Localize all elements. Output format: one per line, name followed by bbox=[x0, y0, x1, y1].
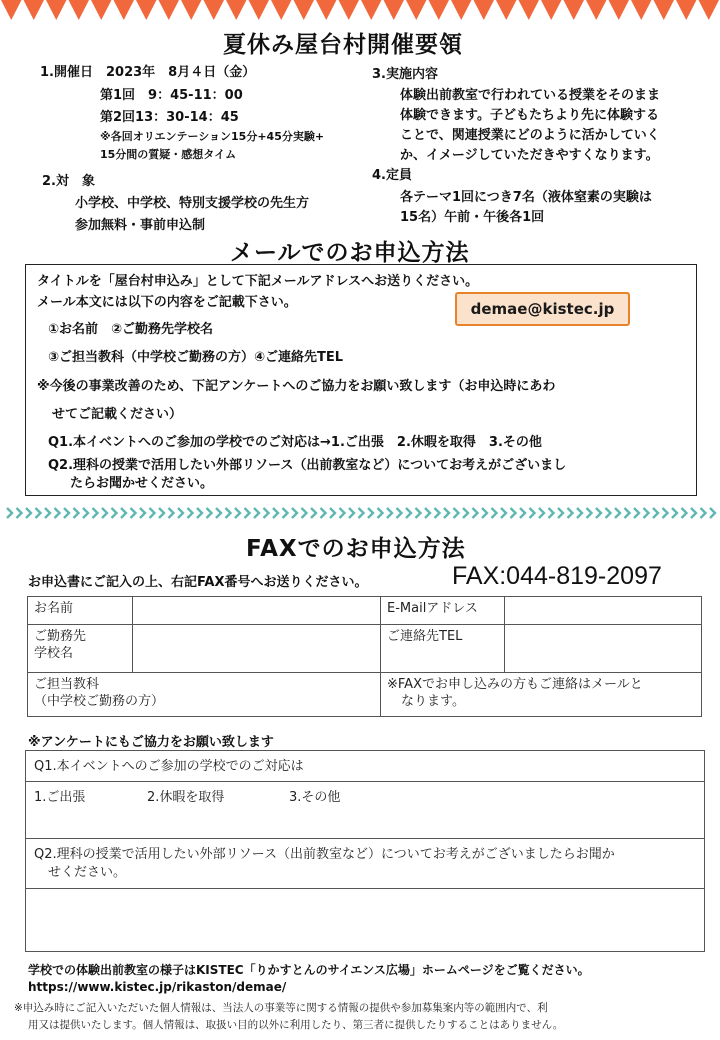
content-line-2: 体験できます。子どもたちより先に体験する bbox=[400, 108, 659, 123]
divider-chevron bbox=[64, 508, 69, 518]
banner-triangle bbox=[609, 0, 630, 20]
divider-chevron bbox=[311, 508, 316, 518]
divider-chevron bbox=[473, 508, 478, 518]
subject-label-1: ご担当教科 bbox=[34, 677, 100, 692]
fax-note-1: ※FAXでお申し込みの方もご連絡はメールと bbox=[387, 677, 643, 692]
content-line-4: か、イメージしていただきやすくなります。 bbox=[400, 148, 659, 163]
divider-chevron bbox=[454, 508, 459, 518]
divider-chevron bbox=[625, 508, 630, 518]
divider-chevron bbox=[701, 508, 706, 518]
banner-triangle bbox=[474, 0, 495, 20]
mail-q1: Q1.本イベントへのご参加の学校でのご対応は→1.ご出張 2.休暇を取得 3.その他 bbox=[48, 435, 542, 450]
capacity-line-1: 各テーマ1回につき7名（液体窒素の実験は bbox=[400, 190, 652, 205]
divider-chevron bbox=[188, 508, 193, 518]
date-heading: 1.開催日 2023年 8月４日（金） bbox=[40, 65, 256, 80]
content-heading: 3.実施内容 bbox=[372, 67, 438, 82]
divider-chevron bbox=[26, 508, 31, 518]
divider-chevron bbox=[378, 508, 383, 518]
divider-chevron bbox=[254, 508, 259, 518]
banner-triangle bbox=[159, 0, 180, 20]
banner-triangle bbox=[114, 0, 135, 20]
tel-label: ご連絡先TEL bbox=[381, 625, 505, 673]
banner-triangle bbox=[451, 0, 472, 20]
divider-chevron bbox=[501, 508, 506, 518]
banner-triangle bbox=[204, 0, 225, 20]
fax-number: FAX:044-819-2097 bbox=[452, 562, 662, 590]
divider-chevron bbox=[121, 508, 126, 518]
banner-triangle bbox=[69, 0, 90, 20]
capacity-heading: 4.定員 bbox=[372, 168, 412, 183]
mail-q2-1: Q2.理科の授業で活用したい外部リソース（出前教室など）についてお考えがございまし bbox=[48, 458, 567, 473]
target-heading: 2.対 象 bbox=[42, 174, 95, 189]
fax-section-title: FAXでのお申込方法 bbox=[246, 536, 466, 562]
banner-triangle bbox=[294, 0, 315, 20]
banner-triangle bbox=[654, 0, 675, 20]
divider-chevron bbox=[406, 508, 411, 518]
divider-chevron bbox=[245, 508, 250, 518]
divider-chevron bbox=[330, 508, 335, 518]
mail-line-1: タイトルを「屋台村申込み」として下記メールアドレスへお送りください。 bbox=[37, 274, 479, 289]
divider-chevron bbox=[568, 508, 573, 518]
privacy-line-1: ※申込み時にご記入いただいた個人情報は、当法人の事業等に関する情報の提供や参加募集案内等の範囲内で、利 bbox=[14, 1002, 548, 1014]
fax-note-2: なります。 bbox=[401, 694, 465, 709]
target-line-1: 小学校、中学校、特別支援学校の先生方 bbox=[75, 196, 310, 211]
survey-note-1: ※今後の事業改善のため、下記アンケートへのご協力をお願い致します（お申込時にあわ bbox=[37, 379, 556, 394]
banner-triangle bbox=[384, 0, 405, 20]
banner-triangle bbox=[564, 0, 585, 20]
survey-heading: ※アンケートにもご協力をお願い致します bbox=[28, 735, 274, 750]
survey-option-2[interactable]: 2.休暇を取得 bbox=[147, 790, 225, 805]
email-address[interactable]: demae@kistec.jp bbox=[455, 292, 630, 326]
school-label-2: 学校名 bbox=[34, 646, 74, 661]
footer-url[interactable]: https://www.kistec.jp/rikaston/demae/ bbox=[28, 980, 287, 994]
divider-chevron bbox=[150, 508, 155, 518]
content-line-1: 体験出前教室で行われている授業をそのまま bbox=[400, 88, 661, 103]
survey-q2-2: せください。 bbox=[48, 865, 127, 880]
survey-divider-3 bbox=[26, 888, 704, 889]
divider-chevron bbox=[577, 508, 582, 518]
mail-q2-2: たらお聞かせください。 bbox=[70, 476, 214, 491]
banner-triangle bbox=[429, 0, 450, 20]
divider-chevron bbox=[492, 508, 497, 518]
divider-chevron bbox=[368, 508, 373, 518]
banner-triangle bbox=[541, 0, 562, 20]
banner-triangle bbox=[406, 0, 427, 20]
fax-instruction: お申込書にご記入の上、右記FAX番号へお送りください。 bbox=[28, 575, 368, 590]
divider-chevron bbox=[17, 508, 22, 518]
survey-note-2: せてご記載ください） bbox=[52, 407, 183, 422]
session-1: 第1回 9：45-11：00 bbox=[100, 88, 243, 103]
divider-chevron bbox=[226, 508, 231, 518]
divider-chevron bbox=[387, 508, 392, 518]
divider-chevron bbox=[131, 508, 136, 518]
privacy-line-2: 用又は提供いたします。個人情報は、取扱い目的以外に利用したり、第三者に提供したりすることはありません。 bbox=[28, 1019, 564, 1031]
divider-chevron bbox=[416, 508, 421, 518]
divider-chevron bbox=[558, 508, 563, 518]
subject-label-2: （中学校ご勤務の方） bbox=[34, 694, 165, 709]
banner-triangle bbox=[46, 0, 67, 20]
banner-triangle bbox=[361, 0, 382, 20]
target-line-2: 参加無料・事前申込制 bbox=[75, 218, 206, 233]
divider-chevron bbox=[663, 508, 668, 518]
divider-chevron bbox=[140, 508, 145, 518]
divider-chevron bbox=[197, 508, 202, 518]
divider-chevron bbox=[178, 508, 183, 518]
survey-box bbox=[25, 750, 705, 952]
divider-chevron bbox=[587, 508, 592, 518]
survey-q1: Q1.本イベントへのご参加の学校でのご対応は bbox=[34, 759, 304, 774]
divider-chevron bbox=[93, 508, 98, 518]
banner-triangle bbox=[181, 0, 202, 20]
divider-chevron bbox=[74, 508, 79, 518]
divider-chevron bbox=[691, 508, 696, 518]
divider-chevron bbox=[321, 508, 326, 518]
divider-chevron bbox=[539, 508, 544, 518]
content-line-3: ことで、関連授業にどのように活かしていく bbox=[400, 128, 660, 143]
mail-line-2: メール本文には以下の内容をご記載下さい。 bbox=[37, 295, 297, 310]
divider-chevron bbox=[549, 508, 554, 518]
divider-chevron bbox=[644, 508, 649, 518]
mail-section-title: メールでのお申込方法 bbox=[230, 240, 470, 266]
session-2: 第2回13：30-14：45 bbox=[100, 110, 239, 125]
banner-triangle bbox=[249, 0, 270, 20]
survey-option-1[interactable]: 1.ご出張 bbox=[34, 790, 86, 805]
name-input-cell[interactable] bbox=[133, 597, 381, 625]
email-label: E-Mailアドレス bbox=[381, 597, 505, 625]
survey-option-3[interactable]: 3.その他 bbox=[289, 790, 341, 805]
session-note-2: 15分間の質疑・感想タイム bbox=[100, 148, 237, 161]
banner-triangle bbox=[586, 0, 607, 20]
banner-triangle bbox=[676, 0, 697, 20]
divider-chevron bbox=[463, 508, 468, 518]
banner-triangle bbox=[496, 0, 517, 20]
divider-chevron bbox=[672, 508, 677, 518]
divider-chevron bbox=[302, 508, 307, 518]
divider-chevron bbox=[235, 508, 240, 518]
divider-chevron bbox=[682, 508, 687, 518]
divider-chevron bbox=[653, 508, 658, 518]
divider-chevron bbox=[482, 508, 487, 518]
divider-chevron bbox=[207, 508, 212, 518]
page-title: 夏休み屋台村開催要領 bbox=[223, 32, 463, 58]
divider-chevron bbox=[606, 508, 611, 518]
divider-chevron bbox=[36, 508, 41, 518]
banner-triangle bbox=[519, 0, 540, 20]
banner-triangle bbox=[136, 0, 157, 20]
survey-divider-1 bbox=[26, 781, 704, 782]
divider-chevron bbox=[264, 508, 269, 518]
divider-chevron bbox=[444, 508, 449, 518]
divider-chevron bbox=[349, 508, 354, 518]
divider-chevron bbox=[596, 508, 601, 518]
footer-line-1: 学校での体験出前教室の様子はKISTEC「りかすとんのサイエンス広場」ホームページをご覧ください。 bbox=[28, 963, 590, 977]
divider-chevron bbox=[169, 508, 174, 518]
banner-triangle bbox=[699, 0, 720, 20]
divider-chevron bbox=[511, 508, 516, 518]
divider-chevron bbox=[216, 508, 221, 518]
divider-chevron bbox=[7, 508, 12, 518]
fax-application-form bbox=[27, 596, 702, 717]
survey-q2-1: Q2.理科の授業で活用したい外部リソース（出前教室など）についてお考えがございましたらお聞か bbox=[34, 847, 615, 862]
divider-chevron bbox=[520, 508, 525, 518]
name-label: お名前 bbox=[28, 597, 133, 625]
divider-chevron bbox=[425, 508, 430, 518]
divider-chevron bbox=[283, 508, 288, 518]
subject-cell[interactable] bbox=[28, 673, 381, 717]
banner-triangle bbox=[24, 0, 45, 20]
school-input-cell[interactable] bbox=[133, 625, 381, 673]
divider-chevron bbox=[397, 508, 402, 518]
mail-items-2: ③ご担当教科（中学校ご勤務の方）④ご連絡先TEL bbox=[48, 350, 344, 365]
capacity-line-2: 15名）午前・午後各1回 bbox=[400, 210, 545, 225]
divider-chevron bbox=[55, 508, 60, 518]
banner-triangle bbox=[316, 0, 337, 20]
school-label bbox=[28, 625, 133, 673]
divider-chevron bbox=[159, 508, 164, 518]
divider-chevron bbox=[340, 508, 345, 518]
banner-triangle bbox=[271, 0, 292, 20]
survey-divider-2 bbox=[26, 838, 704, 839]
divider-chevron bbox=[634, 508, 639, 518]
triangle-banner bbox=[0, 0, 720, 24]
school-label-1: ご勤務先 bbox=[34, 629, 87, 644]
banner-triangle bbox=[91, 0, 112, 20]
banner-triangle bbox=[631, 0, 652, 20]
chevron-divider bbox=[5, 505, 717, 521]
divider-chevron bbox=[615, 508, 620, 518]
divider-chevron bbox=[102, 508, 107, 518]
mail-items-1: ①お名前 ②ご勤務先学校名 bbox=[48, 322, 214, 337]
banner-triangle bbox=[1, 0, 22, 20]
tel-input-cell[interactable] bbox=[505, 625, 702, 673]
session-note: ※各回オリエンテーション15分+45分実験+ bbox=[100, 130, 325, 143]
divider-chevron bbox=[435, 508, 440, 518]
divider-chevron bbox=[359, 508, 364, 518]
divider-chevron bbox=[292, 508, 297, 518]
divider-chevron bbox=[112, 508, 117, 518]
divider-chevron bbox=[710, 508, 715, 518]
divider-chevron bbox=[83, 508, 88, 518]
divider-chevron bbox=[273, 508, 278, 518]
email-input-cell[interactable] bbox=[505, 597, 702, 625]
banner-triangle bbox=[339, 0, 360, 20]
fax-note-cell bbox=[381, 673, 702, 717]
banner-triangle bbox=[226, 0, 247, 20]
divider-chevron bbox=[530, 508, 535, 518]
divider-chevron bbox=[45, 508, 50, 518]
